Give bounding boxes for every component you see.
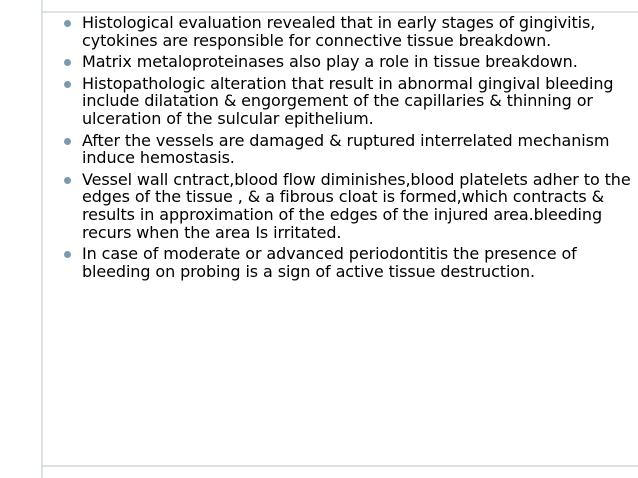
bullet-text: Vessel wall cntract,blood flow diminishes,blood platelets adher to the edges of the tissue , & a fibrous cloat is formed,which contracts & results in approximation of the edges of the injured area.bleeding recurs when the area Is irritated. <box>82 169 631 242</box>
bullet-item <box>64 53 634 71</box>
bullet-dot-icon <box>64 81 71 88</box>
bullet-item <box>64 171 634 241</box>
bullet-dot-icon <box>64 177 71 184</box>
bullet-item <box>64 132 634 167</box>
bullet-text: In case of moderate or advanced periodontitis the presence of bleeding on probing is a sign of active tissue destruction. <box>82 244 577 281</box>
bullet-item <box>64 245 634 280</box>
bullet-text: Histological evaluation revealed that in early stages of gingivitis, cytokines are responsible for connective tissue breakdown. <box>82 13 596 50</box>
bullet-dot-icon <box>64 20 71 27</box>
bullet-text: After the vessels are damaged & ruptured interrelated mechanism induce hemostasis. <box>82 130 610 168</box>
bullet-dot-icon <box>64 251 71 258</box>
bullet-text: Matrix metaloproteinases also play a role in tissue breakdown. <box>82 52 578 72</box>
bullet-text: Histopathologic alteration that result in abnormal gingival bleeding include dilatation & engorgement of the capillaries & thinning or ulceration of the sulcular epithelium. <box>82 73 614 128</box>
bullet-list <box>64 14 634 284</box>
bullet-item <box>64 14 634 49</box>
bullet-dot-icon <box>64 138 71 145</box>
bullet-item <box>64 75 634 128</box>
bullet-dot-icon <box>64 59 71 66</box>
